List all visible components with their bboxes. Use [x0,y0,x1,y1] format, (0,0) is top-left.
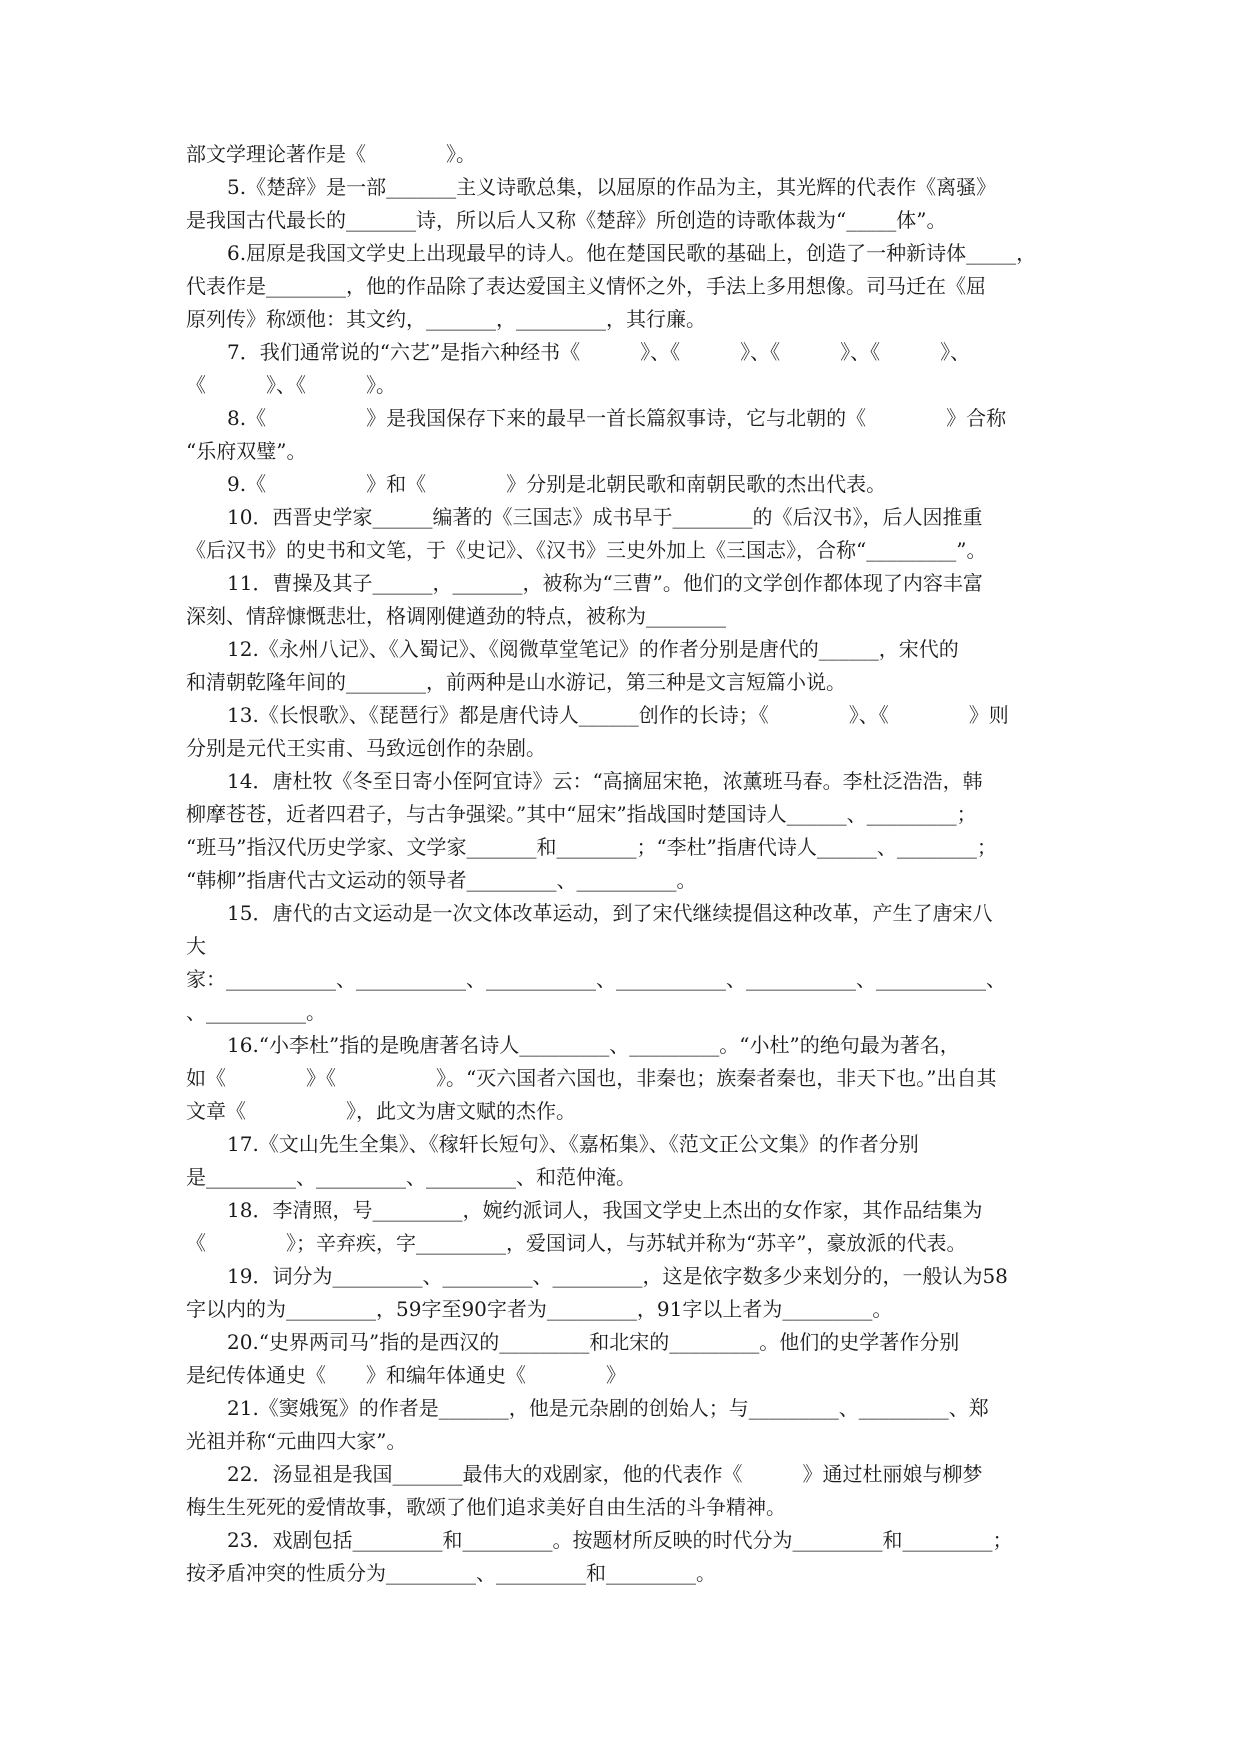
question-text-line: 和清朝乾隆年间的________，前两种是山水游记，第三种是文言短篇小说。 [186,670,846,694]
question-text-line: 13.《长恨歌》、《琵琶行》都是唐代诗人______创作的长诗；《 》、《 》则 [227,703,1009,727]
question-text-line: 字以内的为_________，59字至90字者为_________，91字以上者为_________。 [186,1297,893,1321]
question-item [186,1326,1082,1392]
question-text-line: 21.《窦娥冤》的作者是_______，他是元杂剧的创始人；与_________、_________、郑 [227,1396,989,1420]
question-item [186,1392,1082,1458]
question-item [186,765,1082,897]
question-item [186,138,1082,171]
question-text-line: 光祖并称“元曲四大家”。 [186,1429,407,1453]
question-text-line: 15．唐代的古文运动是一次文体改革运动，到了宋代继续提倡这种改革，产生了唐宋八 [227,901,993,925]
question-text-line: 12.《永州八记》、《入蜀记》、《阅微草堂笔记》的作者分别是唐代的______，宋代的 [227,637,959,661]
question-text-line: 按矛盾冲突的性质分为_________、_________和_________。 [186,1561,716,1585]
question-text-line: 大 [186,934,206,958]
question-item [186,468,1082,501]
question-text-line: 《后汉书》的史书和文笔，于《史记》、《汉书》三史外加上《三国志》，合称“_________”。 [186,538,987,562]
question-text-line: 代表作是________，他的作品除了表达爱国主义情怀之外，手法上多用想像。司马迁在《屈 [186,274,986,298]
question-text-line: “韩柳”指唐代古文运动的领导者_________、__________。 [186,868,697,892]
question-text-line: 分别是元代王实甫、马致远创作的杂剧。 [186,736,546,760]
question-text-line: 文章《 》，此文为唐文赋的杰作。 [186,1099,576,1123]
question-text-line: 《 》、《 》。 [186,373,396,397]
question-item [186,171,1082,237]
question-text-line: 11．曹操及其子______，_______，被称为“三曹”。他们的文学创作都体现了内容丰富 [227,571,983,595]
question-text-line: 梅生生死死的爱情故事，歌颂了他们追求美好自由生活的斗争精神。 [186,1495,786,1519]
question-text-line: 8.《 》是我国保存下来的最早一首长篇叙事诗，它与北朝的《 》合称 [227,406,1007,430]
question-text-line: 9.《 》和《 》分别是北朝民歌和南朝民歌的杰出代表。 [227,472,887,496]
question-text-line: 是_________、_________、_________、和范仲淹。 [186,1165,636,1189]
question-text-line: 《 》；辛弃疾，字_________，爱国词人，与苏轼并称为“苏辛”，豪放派的代表。 [186,1231,967,1255]
question-item [186,1128,1082,1194]
question-text-line: 如《 》《 》。“灭六国者六国也，非秦也；族秦者秦也，非天下也。”出自其 [186,1066,997,1090]
question-text-line: “乐府双璧”。 [186,439,307,463]
question-text-line: 7．我们通常说的“六艺”是指六种经书《 》、《 》、《 》、《 》、 [227,340,971,364]
question-text-line: 6.屈原是我国文学史上出现最早的诗人。他在楚国民歌的基础上，创造了一种新诗体_____， [227,241,1037,265]
question-text-line: 22．汤显祖是我国_______最伟大的戏剧家，他的代表作《 》通过杜丽娘与柳梦 [227,1462,983,1486]
question-item [186,1458,1082,1524]
question-list [186,138,1082,1590]
question-text-line: 是我国古代最长的_______诗，所以后人又称《楚辞》所创造的诗歌体裁为“_____体”。 [186,208,947,232]
question-item [186,699,1082,765]
question-item [186,237,1082,336]
question-text-line: 10．西晋史学家______编著的《三国志》成书早于________的《后汉书》，后人因推重 [227,505,983,529]
question-text-line: 家：___________、___________、___________、___________、___________、___________、 [186,967,1006,991]
question-text-line: 、__________。 [186,1000,326,1024]
question-text-line: 17.《文山先生全集》、《稼轩长短句》、《嘉柘集》、《范文正公文集》的作者分别 [227,1132,919,1156]
question-item [186,633,1082,699]
question-item [186,1524,1082,1590]
question-text-line: 14．唐杜牧《冬至日寄小侄阿宜诗》云：“高摘屈宋艳，浓薰班马春。李杜泛浩浩，韩 [227,769,983,793]
question-text-line: 5.《楚辞》是一部_______主义诗歌总集，以屈原的作品为主，其光辉的代表作《离骚》 [227,175,997,199]
question-text-line: 19．词分为_________、_________、_________，这是依字数多少来划分的，一般认为58 [227,1264,1008,1288]
document-page [186,138,1082,1590]
question-item [186,501,1082,567]
question-item [186,897,1082,1029]
question-text-line: 柳摩苍苍，近者四君子，与古争强梁。”其中“屈宋”指战国时楚国诗人______、_________； [186,802,977,826]
question-text-line: 部文学理论著作是《 》。 [186,142,476,166]
question-item [186,1194,1082,1260]
question-item [186,402,1082,468]
question-text-line: 16.“小李杜”指的是晚唐著名诗人_________、_________。“小杜”的绝句最为著名， [227,1033,960,1057]
question-text-line: 20.“史界两司马”指的是西汉的_________和北宋的_________。他们的史学著作分别 [227,1330,960,1354]
question-text-line: 是纪传体通史《 》和编年体通史《 》 [186,1363,626,1387]
question-text-line: 深刻、情辞慷慨悲壮，格调刚健遒劲的特点，被称为________ [186,604,726,628]
question-text-line: 原列传》称颂他：其文约，_______，_________，其行廉。 [186,307,706,331]
question-text-line: “班马”指汉代历史学家、文学家_______和________；“李杜”指唐代诗人______、________； [186,835,997,859]
question-text-line: 23．戏剧包括_________和_________。按题材所反映的时代分为_________和_________； [227,1528,1013,1552]
question-text-line: 18．李清照，号_________，婉约派词人，我国文学史上杰出的女作家，其作品结集为 [227,1198,983,1222]
question-item [186,336,1082,402]
question-item [186,1260,1082,1326]
question-item [186,1029,1082,1128]
question-item [186,567,1082,633]
